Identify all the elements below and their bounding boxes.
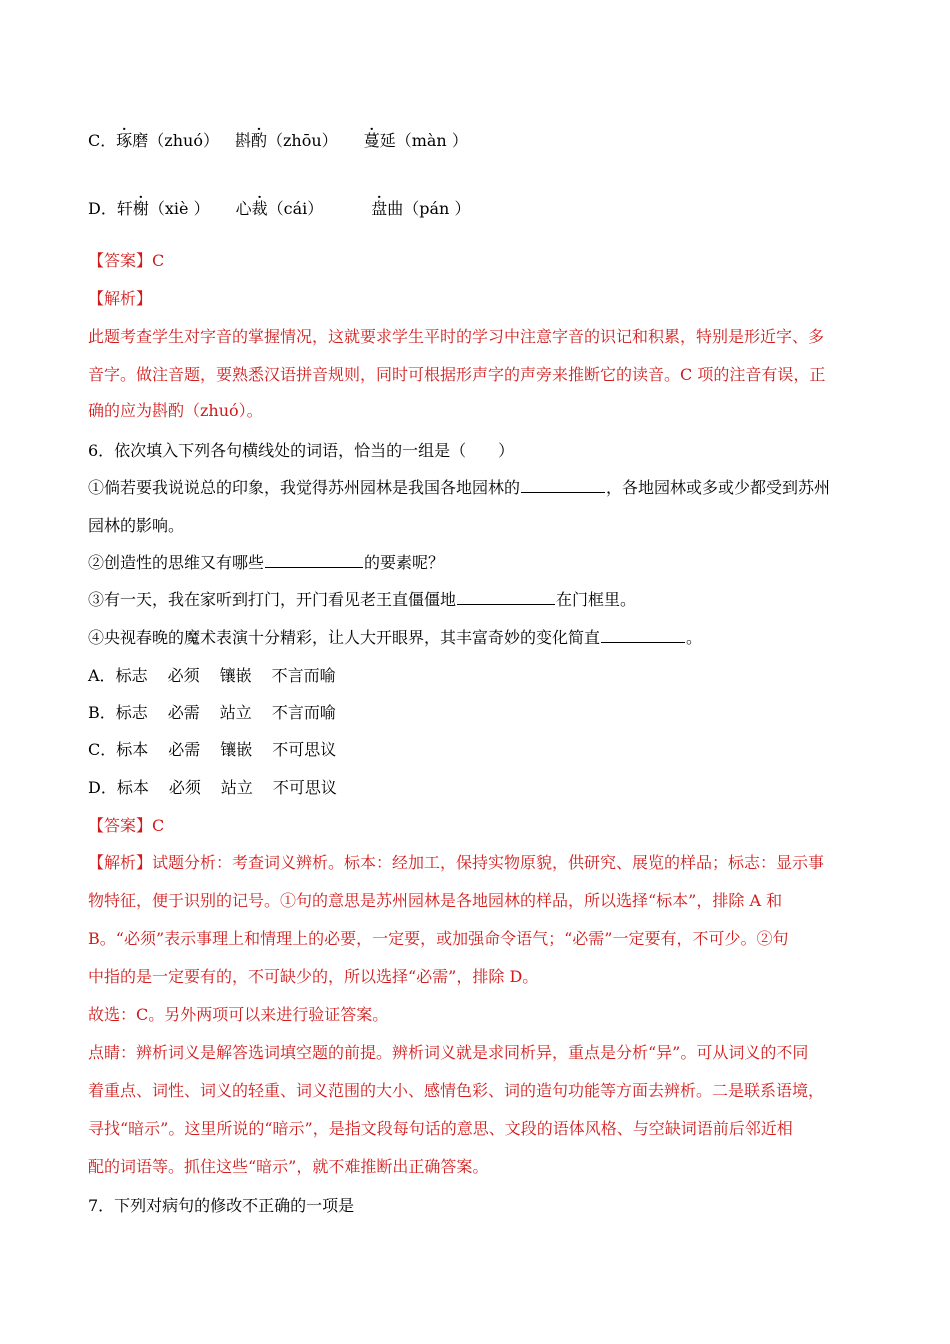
q6-sentence-3 bbox=[88, 589, 636, 611]
option-letter: A． bbox=[88, 666, 116, 685]
word-part: 轩 bbox=[116, 199, 133, 218]
q6-analysis-line-1: 【解析】试题分析：考查词义辨析。标本：经加工，保持实物原貌，供研究、展览的样品；标志：显示事 bbox=[88, 853, 825, 872]
q6-choice-line: 故选：C。另外两项可以来进行验证答案。 bbox=[88, 1005, 389, 1024]
option-word: 必须 bbox=[168, 778, 201, 797]
word-part: 心 bbox=[235, 199, 252, 218]
option-word: 标本 bbox=[116, 740, 149, 759]
pinyin: （màn ） bbox=[395, 131, 468, 150]
word-part: 曲 bbox=[387, 199, 404, 218]
q6-stem: 6．依次填入下列各句横线处的词语，恰当的一组是（ ） bbox=[88, 441, 515, 460]
q5-analysis-line-2: 音字。做注音题，要熟悉汉语拼音规则，同时可根据形声字的声旁来推断它的读音。C 项的注音有误，正 bbox=[88, 365, 826, 384]
option-word: 必须 bbox=[167, 666, 200, 685]
word-part: 延 bbox=[379, 131, 396, 150]
q5-option-d bbox=[88, 198, 470, 220]
q6-sentence-2 bbox=[88, 552, 444, 574]
fill-blank bbox=[457, 590, 555, 605]
q7-stem: 7．下列对病句的修改不正确的一项是 bbox=[88, 1196, 355, 1215]
q6-sentence-1-cont: 园林的影响。 bbox=[88, 516, 185, 535]
fill-blank bbox=[521, 478, 605, 493]
option-word: 标本 bbox=[116, 778, 149, 797]
dotted-char: 琢 bbox=[116, 131, 133, 150]
q6-answer: 【答案】C bbox=[88, 816, 165, 835]
q6-option-a bbox=[88, 665, 336, 687]
q6-analysis-line-2: 物特征，便于识别的记号。①句的意思是苏州园林是各地园林的样品，所以选择“标本”，排除 A 和 bbox=[88, 891, 783, 910]
pinyin: （pán ） bbox=[403, 199, 471, 218]
option-word: 不可思议 bbox=[272, 740, 337, 759]
dotted-char: 酌 bbox=[250, 131, 267, 150]
pinyin: （xiè ） bbox=[148, 199, 210, 218]
q6-tips-line-3: 寻找“暗示”。这里所说的“暗示”，是指文段每句话的意思、文段的语体风格、与空缺词语前后邻近相 bbox=[88, 1119, 793, 1138]
pinyin: （zhōu） bbox=[267, 131, 338, 150]
q5-answer: 【答案】C bbox=[88, 251, 165, 270]
word-part: 斟 bbox=[234, 131, 251, 150]
word-part: 磨 bbox=[132, 131, 149, 150]
q5-analysis-label: 【解析】 bbox=[88, 289, 153, 308]
sentence-text: ，各地园林或多或少都受到苏州 bbox=[606, 478, 831, 497]
option-word: 不言而喻 bbox=[271, 703, 336, 722]
option-word: 站立 bbox=[220, 778, 253, 797]
option-letter: B． bbox=[88, 703, 116, 722]
sentence-text: ④央视春晚的魔术表演十分精彩，让人大开眼界，其丰富奇妙的变化简直 bbox=[88, 628, 601, 647]
sentence-text: 。 bbox=[686, 628, 703, 647]
q6-sentence-1 bbox=[88, 477, 830, 499]
pinyin: （cái） bbox=[267, 199, 324, 218]
fill-blank bbox=[265, 553, 363, 568]
dotted-char: 蔓 bbox=[363, 131, 380, 150]
dotted-char: 盘 bbox=[371, 199, 388, 218]
option-letter: C． bbox=[88, 740, 117, 759]
q6-sentence-4 bbox=[88, 627, 702, 649]
option-letter: D． bbox=[88, 778, 117, 797]
q6-option-d bbox=[88, 777, 337, 799]
sentence-text: ②创造性的思维又有哪些 bbox=[88, 553, 265, 572]
option-word: 必需 bbox=[168, 740, 201, 759]
sentence-text: ③有一天，我在家听到打门，开门看见老王直僵僵地 bbox=[88, 590, 457, 609]
dotted-char: 榭 bbox=[132, 199, 149, 218]
option-word: 镶嵌 bbox=[219, 666, 252, 685]
option-word: 站立 bbox=[219, 703, 252, 722]
option-word: 镶嵌 bbox=[220, 740, 253, 759]
q5-option-c bbox=[88, 130, 468, 152]
q5-analysis-line-1: 此题考查学生对字音的掌握情况，这就要求学生平时的学习中注意字音的识记和积累，特别是形近字、多 bbox=[88, 327, 825, 346]
fill-blank bbox=[601, 628, 685, 643]
q6-option-c bbox=[88, 739, 336, 761]
option-word: 不言而喻 bbox=[271, 666, 336, 685]
dotted-char: 裁 bbox=[251, 199, 268, 218]
sentence-text: 在门框里。 bbox=[556, 590, 637, 609]
q6-tips-line-4: 配的词语等。抓住这些“暗示”，就不难推断出正确答案。 bbox=[88, 1157, 489, 1176]
q6-tips-line-2: 着重点、词性、词义的轻重、词义范围的大小、感情色彩、词的造句功能等方面去辨析。二是联系语境， bbox=[88, 1081, 825, 1100]
option-letter: D． bbox=[88, 199, 117, 218]
option-word: 必需 bbox=[167, 703, 200, 722]
option-letter: C． bbox=[88, 131, 117, 150]
option-word: 标志 bbox=[115, 666, 148, 685]
q6-tips-line-1: 点睛：辨析词义是解答选词填空题的前提。辨析词义就是求同析异，重点是分析“异”。可从词义的不同 bbox=[88, 1043, 809, 1062]
sentence-text: ①倘若要我说说总的印象，我觉得苏州园林是我国各地园林的 bbox=[88, 478, 521, 497]
q6-option-b bbox=[88, 702, 336, 724]
sentence-text: 的要素呢？ bbox=[364, 553, 445, 572]
option-word: 不可思议 bbox=[272, 778, 337, 797]
pinyin: （zhuó） bbox=[148, 131, 219, 150]
q6-analysis-line-4: 中指的是一定要有的，不可缺少的，所以选择“必需”，排除 D。 bbox=[88, 967, 539, 986]
q5-analysis-line-3: 确的应为斟酌（zhuó）。 bbox=[88, 401, 263, 420]
q6-analysis-line-3: B。“必须”表示事理上和情理上的必要，一定要，或加强命令语气；“必需”一定要有，不可少。②句 bbox=[88, 929, 789, 948]
option-word: 标志 bbox=[115, 703, 148, 722]
